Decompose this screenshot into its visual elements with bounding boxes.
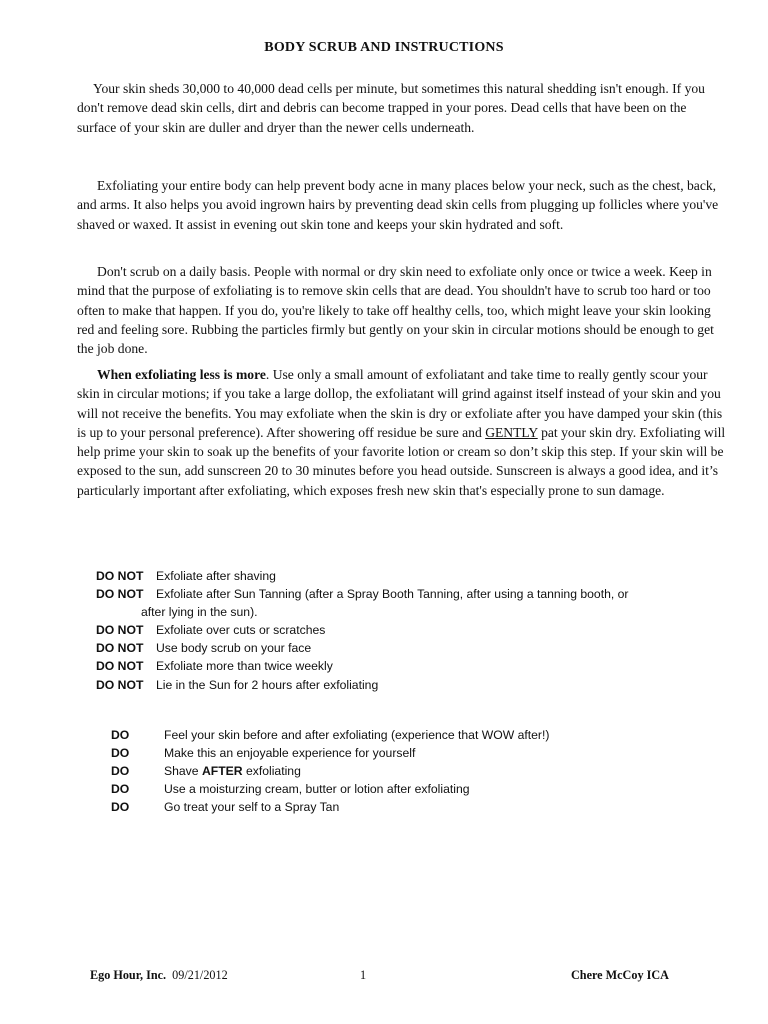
list-item <box>96 639 716 657</box>
footer-date: 09/21/2012 <box>172 968 228 982</box>
do-not-text: Use body scrub on your face <box>156 641 312 656</box>
paragraph-skin-shedding: Your skin sheds 30,000 to 40,000 dead cells per minute, but sometimes this natural shedding isn't enough. If you don't remove dead skin cells, dirt and debris can become trapped in your pores. Dead cells that have been on the surface of your skin are duller and dryer than the newer cells underneath. <box>77 81 705 135</box>
footer-company-date <box>90 968 228 983</box>
do-not-text: Lie in the Sun for 2 hours after exfoliating <box>156 677 379 692</box>
do-not-list <box>96 567 716 694</box>
do-label: DO <box>111 764 130 779</box>
paragraph-exfoliating-benefits: Exfoliating your entire body can help prevent body acne in many places below your neck, such as the chest, back, and arms. It also helps you avoid ingrown hairs by preventing dead skin cells from plugging up follicles where you've shaved or waxed. It assist in evening out skin tone and keeps your skin hydrated and soft. <box>77 178 719 232</box>
paragraph-frequency: Don't scrub on a daily basis. People with normal or dry skin need to exfoliate only once or twice a week. Keep in mind that the purpose of exfoliating is to remove skin cells that are dead. You shouldn't have to scrub too hard or too often to make that happen. If you do, you're likely to take off healthy cells, too, which might leave your skin looking red and feeling sore. Rubbing the particles firmly but gently on your skin in circular motions should be enough to get the job done. <box>77 264 714 357</box>
do-text-shave: Shave <box>164 764 202 779</box>
do-text: Go treat your self to a Spray Tan <box>164 800 340 815</box>
do-not-label: DO NOT <box>96 587 144 602</box>
do-label: DO <box>111 782 130 797</box>
do-not-text: Exfoliate more than twice weekly <box>156 659 333 674</box>
do-not-text: Exfoliate after Sun Tanning (after a Spray Booth Tanning, after using a tanning booth, or <box>156 587 629 602</box>
do-text: Make this an enjoyable experience for yourself <box>164 746 416 761</box>
list-item <box>111 726 671 744</box>
list-item <box>111 762 671 780</box>
page-footer <box>0 968 768 988</box>
list-item <box>96 567 716 585</box>
do-label: DO <box>111 746 130 761</box>
document-title: BODY SCRUB AND INSTRUCTIONS <box>264 40 504 55</box>
list-item <box>111 780 671 798</box>
do-not-text: after lying in the sun). <box>141 605 258 620</box>
do-not-label: DO NOT <box>96 623 144 638</box>
do-text: Feel your skin before and after exfoliating (experience that WOW after!) <box>164 728 550 742</box>
gently-emphasis: GENTLY <box>485 424 538 440</box>
p4-text-a: . Use only a small amount of exfoliatant and take time to really gently scour your skin in circular motions; if you take a large dollop, the exfoliatant will grind against itself instead of your skin and you will not receive the benefits. You may exfoliate when the skin is dry or exfoliate after you have damped your skin (this is up to your personal preference). After showering off residue be sure and <box>77 367 723 440</box>
do-text <box>164 762 671 780</box>
list-item <box>111 744 671 762</box>
less-is-more-heading: When exfoliating less is more <box>97 367 266 382</box>
do-not-label: DO NOT <box>96 659 144 674</box>
do-not-text: Exfoliate over cuts or scratches <box>156 623 326 638</box>
p4-text-b: pat your skin dry. Exfoliating will help prime your skin to soak up the benefits of your favorite lotion or cream so don’t skip this step. If your skin will be exposed to the sun, add sunscreen 20 to 30 minutes before you head outside. Sunscreen is always a good idea, and it’s particularly important after exfoliating, which exposes fresh new skin that's especially prone to sun damage. <box>77 424 726 498</box>
do-not-text: Exfoliate after shaving <box>156 569 276 583</box>
do-not-label: DO NOT <box>96 677 144 692</box>
do-list <box>111 726 671 816</box>
list-item <box>96 676 716 694</box>
footer-company: Ego Hour, Inc. <box>90 968 167 982</box>
do-label: DO <box>111 728 130 742</box>
list-item <box>96 621 716 639</box>
do-not-label: DO NOT <box>96 641 144 656</box>
do-text: Use a moisturzing cream, butter or lotion after exfoliating <box>164 782 470 797</box>
do-text-exfoliating: exfoliating <box>242 764 301 779</box>
do-not-label: DO NOT <box>96 569 144 583</box>
list-item <box>111 798 671 816</box>
do-label: DO <box>111 800 130 815</box>
list-item <box>96 585 716 603</box>
list-item <box>96 657 716 675</box>
after-emphasis: AFTER <box>201 764 243 779</box>
footer-author: Chere McCoy ICA <box>571 968 669 982</box>
page-number: 1 <box>360 968 367 982</box>
list-item-continuation <box>96 603 716 621</box>
paragraph-less-is-more <box>77 365 729 500</box>
